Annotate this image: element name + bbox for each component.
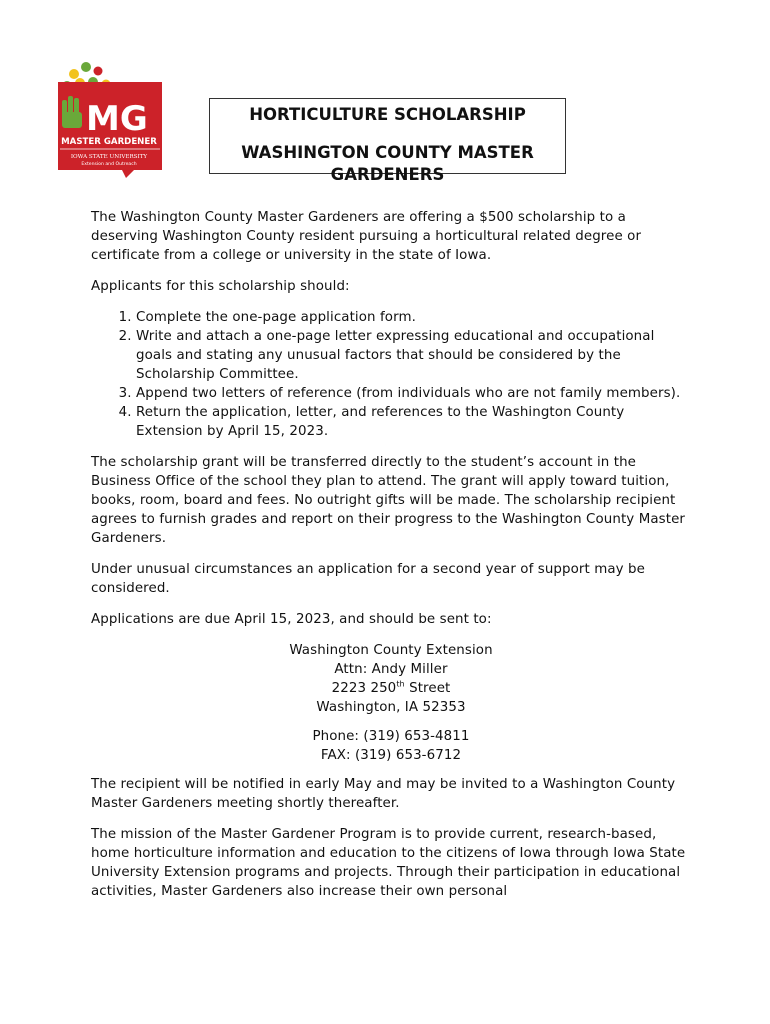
mission-paragraph: The mission of the Master Gardener Program is to provide current, research-based, home horticulture information and education to the citizens of Iowa through Iowa State University Extension programs and projects. Through their participation in educational activities, Master Gardeners also increase their own personal [91,827,686,899]
intro-paragraph: The Washington County Master Gardeners are offering a $500 scholarship to a deserving Washington County resident pursuing a horticultural related degree or certificate from a college or university in the state of Iowa. [91,210,642,263]
logo-university: IOWA STATE UNIVERSITY [70,154,148,160]
list-item: 1. Complete the one-page application form. [136,308,691,327]
title-box [209,98,566,184]
logo-brand-name: MASTER GARDENER [61,137,157,147]
document-body [91,208,691,913]
address-name: Washington County Extension [289,643,493,658]
logo-letters: MG [86,99,148,139]
title-line-2: WASHINGTON COUNTY MASTER [241,143,534,162]
requirements-list [91,308,691,441]
mailing-address [91,641,691,765]
address-attn: Attn: Andy Miller [334,662,448,677]
grant-paragraph: The scholarship grant will be transferred directly to the student’s account in the Business Office of the school they plan to attend. The grant will apply toward tuition, books, room, board and fees. No outright gifts will be made. The scholarship recipient agrees to furnish grades and report on their progress to the Washington County Master Gardeners. [91,455,686,546]
second-year-paragraph: Under unusual circumstances an application for a second year of support may be considered. [91,562,645,596]
title-line-1: HORTICULTURE SCHOLARSHIP [249,105,526,124]
due-date-paragraph: Applications are due April 15, 2023, and should be sent to: [91,612,492,627]
logo-extension: Extension and Outreach [81,162,137,167]
list-item: 2. Write and attach a one-page letter expressing educational and occupational goals and stating any unusual factors that should be considered by the Scholarship Committee. [136,327,691,384]
fax-number: FAX: (319) 653-6712 [320,748,462,763]
title-line-3: GARDENERS [330,165,445,184]
address-street: 2223 250th Street [331,679,451,696]
list-item: 4. Return the application, letter, and references to the Washington County Extension by April 15, 2023. [136,403,691,441]
hand-icon [62,96,82,128]
master-gardener-logo [52,58,166,178]
list-item: 3. Append two letters of reference (from individuals who are not family members). [136,384,691,403]
applicants-heading: Applicants for this scholarship should: [91,279,350,294]
notification-paragraph: The recipient will be notified in early May and may be invited to a Washington County Master Gardeners meeting shortly thereafter. [91,777,676,811]
address-city: Washington, IA 52353 [316,700,466,715]
phone-number: Phone: (319) 653-4811 [312,729,470,744]
